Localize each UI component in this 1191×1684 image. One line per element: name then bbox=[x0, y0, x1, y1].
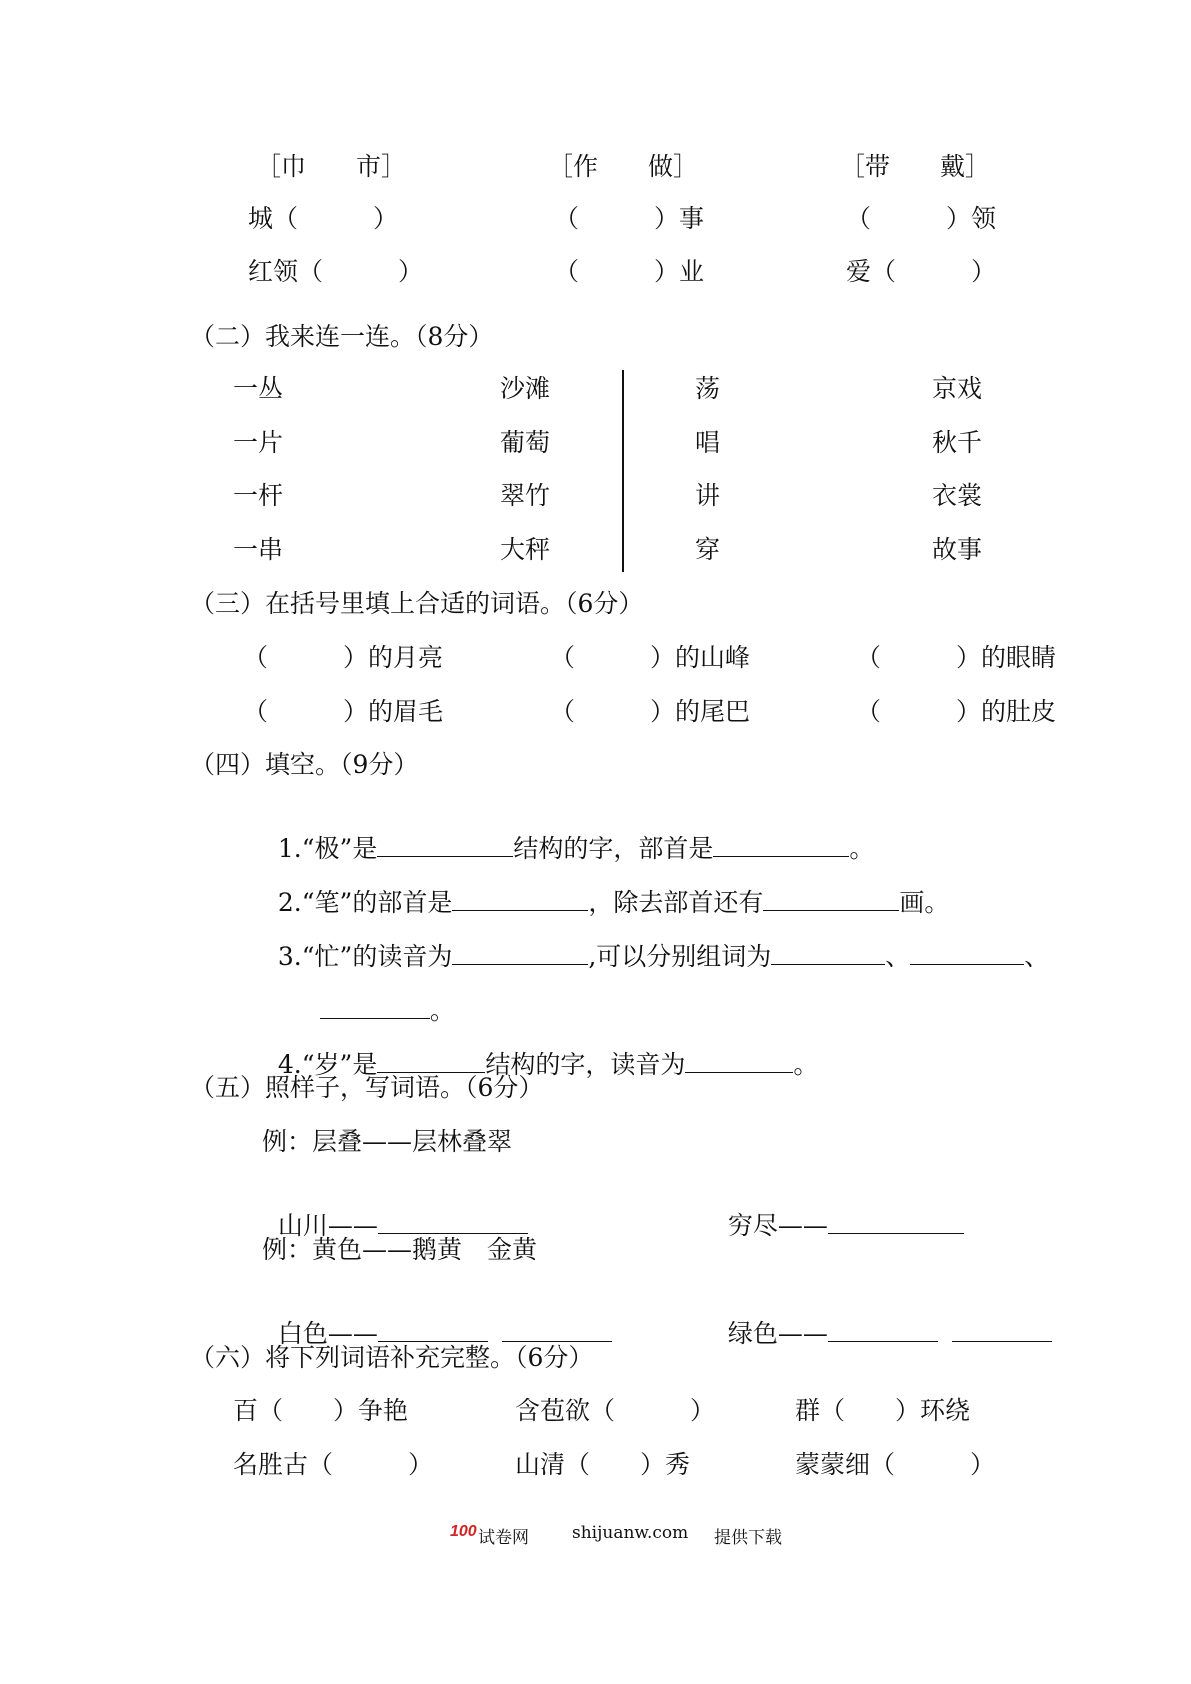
q4-text-c: 。 bbox=[793, 1050, 819, 1079]
match-right-b-3: 衣裳 bbox=[932, 481, 983, 510]
group1-line2: 红领（ ） bbox=[248, 257, 424, 286]
match-left-b-3: 讲 bbox=[695, 481, 721, 510]
item2-text: 穷尽—— bbox=[727, 1211, 828, 1240]
q2-blank-2[interactable] bbox=[763, 888, 899, 911]
fill-phrase-5: （ ）的尾巴 bbox=[550, 697, 751, 726]
idiom-4: 名胜古（ ） bbox=[233, 1450, 434, 1479]
q3-text-d: 、 bbox=[1024, 942, 1050, 971]
match-right-a-1: 沙滩 bbox=[500, 374, 551, 403]
word-item-4 bbox=[712, 1289, 1052, 1349]
match-right-a-3: 翠竹 bbox=[500, 481, 551, 510]
q3-text-b: ,可以分别组词为 bbox=[588, 942, 772, 971]
match-left-a-4: 一串 bbox=[233, 535, 284, 564]
q1-blank-1[interactable] bbox=[377, 834, 513, 857]
q3-text-c: 、 bbox=[885, 942, 911, 971]
section6-title: （六）将下列词语补充完整。（6分） bbox=[190, 1343, 594, 1372]
section5-title: （五）照样子，写词语。（6分） bbox=[190, 1073, 544, 1102]
q4-text-a: 4.“岁”是 bbox=[277, 1050, 378, 1079]
item3-blank-1[interactable] bbox=[378, 1319, 488, 1342]
example-2: 例：黄色——鹅黄 金黄 bbox=[262, 1235, 538, 1264]
match-right-b-2: 秋千 bbox=[932, 428, 983, 457]
section4-title: （四）填空。（9分） bbox=[190, 750, 419, 779]
site-domain[interactable]: shijuanw.com bbox=[572, 1523, 689, 1543]
q1-text-b: 结构的字，部首是 bbox=[513, 834, 714, 863]
page-footer bbox=[0, 1523, 1191, 1553]
match-left-a-2: 一片 bbox=[233, 428, 284, 457]
example-1: 例：层叠——层林叠翠 bbox=[262, 1127, 513, 1156]
q4-blank-1[interactable] bbox=[377, 1050, 485, 1073]
question-3-cont bbox=[304, 966, 455, 1026]
q1-text-a: 1.“极”是 bbox=[277, 834, 378, 863]
item4-text: 绿色—— bbox=[727, 1319, 828, 1348]
fill-phrase-1: （ ）的月亮 bbox=[243, 643, 444, 672]
item4-blank-1[interactable] bbox=[828, 1319, 938, 1342]
fill-phrase-4: （ ）的眉毛 bbox=[243, 697, 444, 726]
q3-text-e: 。 bbox=[429, 996, 455, 1025]
item3-text: 白色—— bbox=[277, 1319, 378, 1348]
idiom-2: 含苞欲（ ） bbox=[515, 1396, 716, 1425]
match-right-b-4: 故事 bbox=[932, 535, 983, 564]
match-right-a-4: 大秤 bbox=[500, 535, 551, 564]
idiom-6: 蒙蒙细（ ） bbox=[795, 1450, 996, 1479]
section3-title: （三）在括号里填上合适的词语。（6分） bbox=[190, 589, 644, 618]
site-name: 试卷网 bbox=[478, 1528, 529, 1548]
q2-text-c: 画。 bbox=[899, 888, 950, 917]
q3-text-a: 3.“忙”的读音为 bbox=[277, 942, 453, 971]
group3-line2: 爱（ ） bbox=[846, 257, 997, 286]
group2-header: ［作 做］ bbox=[548, 152, 699, 181]
site-logo: 100 bbox=[450, 1523, 477, 1540]
section2-title: （二）我来连一连。（8分） bbox=[190, 322, 494, 351]
group3-header: ［带 戴］ bbox=[840, 152, 991, 181]
fill-phrase-3: （ ）的眼睛 bbox=[856, 643, 1057, 672]
q1-blank-2[interactable] bbox=[713, 834, 849, 857]
q2-blank-1[interactable] bbox=[452, 888, 588, 911]
question-3 bbox=[262, 912, 1049, 972]
word-item-2 bbox=[712, 1181, 964, 1241]
match-divider bbox=[622, 370, 624, 572]
idiom-3: 群（ ）环绕 bbox=[795, 1396, 971, 1425]
item2-blank[interactable] bbox=[828, 1211, 964, 1234]
match-right-a-2: 葡萄 bbox=[500, 428, 551, 457]
question-1 bbox=[262, 804, 874, 864]
q4-text-b: 结构的字，读音为 bbox=[485, 1050, 686, 1079]
q2-text-b: ，除去部首还有 bbox=[588, 888, 764, 917]
q2-text-a: 2.“笔”的部首是 bbox=[277, 888, 453, 917]
word-item-1 bbox=[262, 1181, 528, 1241]
group2-line2: （ ）业 bbox=[554, 257, 705, 286]
item4-blank-2[interactable] bbox=[952, 1319, 1052, 1342]
item1-blank[interactable] bbox=[378, 1211, 528, 1234]
fill-phrase-2: （ ）的山峰 bbox=[550, 643, 751, 672]
group1-header: ［巾 市］ bbox=[256, 152, 407, 181]
match-left-b-2: 唱 bbox=[695, 428, 721, 457]
item3-blank-2[interactable] bbox=[502, 1319, 612, 1342]
question-2 bbox=[262, 858, 949, 918]
q4-blank-2[interactable] bbox=[685, 1050, 793, 1073]
q3-blank-1[interactable] bbox=[452, 942, 588, 965]
fill-phrase-6: （ ）的肚皮 bbox=[856, 697, 1057, 726]
q3-blank-2[interactable] bbox=[771, 942, 885, 965]
match-left-a-3: 一杆 bbox=[233, 481, 284, 510]
q3-blank-3[interactable] bbox=[910, 942, 1024, 965]
item1-text: 山川—— bbox=[277, 1211, 378, 1240]
question-4 bbox=[262, 1020, 818, 1080]
match-left-b-4: 穿 bbox=[695, 535, 721, 564]
group3-line1: （ ）领 bbox=[846, 204, 997, 233]
word-item-3 bbox=[262, 1289, 612, 1349]
download-text: 提供下载 bbox=[714, 1528, 782, 1548]
group2-line1: （ ）事 bbox=[554, 204, 705, 233]
idiom-1: 百（ ）争艳 bbox=[233, 1396, 409, 1425]
match-left-a-1: 一丛 bbox=[233, 374, 284, 403]
idiom-5: 山清（ ）秀 bbox=[515, 1450, 691, 1479]
match-right-b-1: 京戏 bbox=[932, 374, 983, 403]
group1-line1: 城（ ） bbox=[248, 204, 399, 233]
q1-text-c: 。 bbox=[849, 834, 875, 863]
match-left-b-1: 荡 bbox=[695, 374, 721, 403]
q3-blank-4[interactable] bbox=[320, 996, 430, 1019]
